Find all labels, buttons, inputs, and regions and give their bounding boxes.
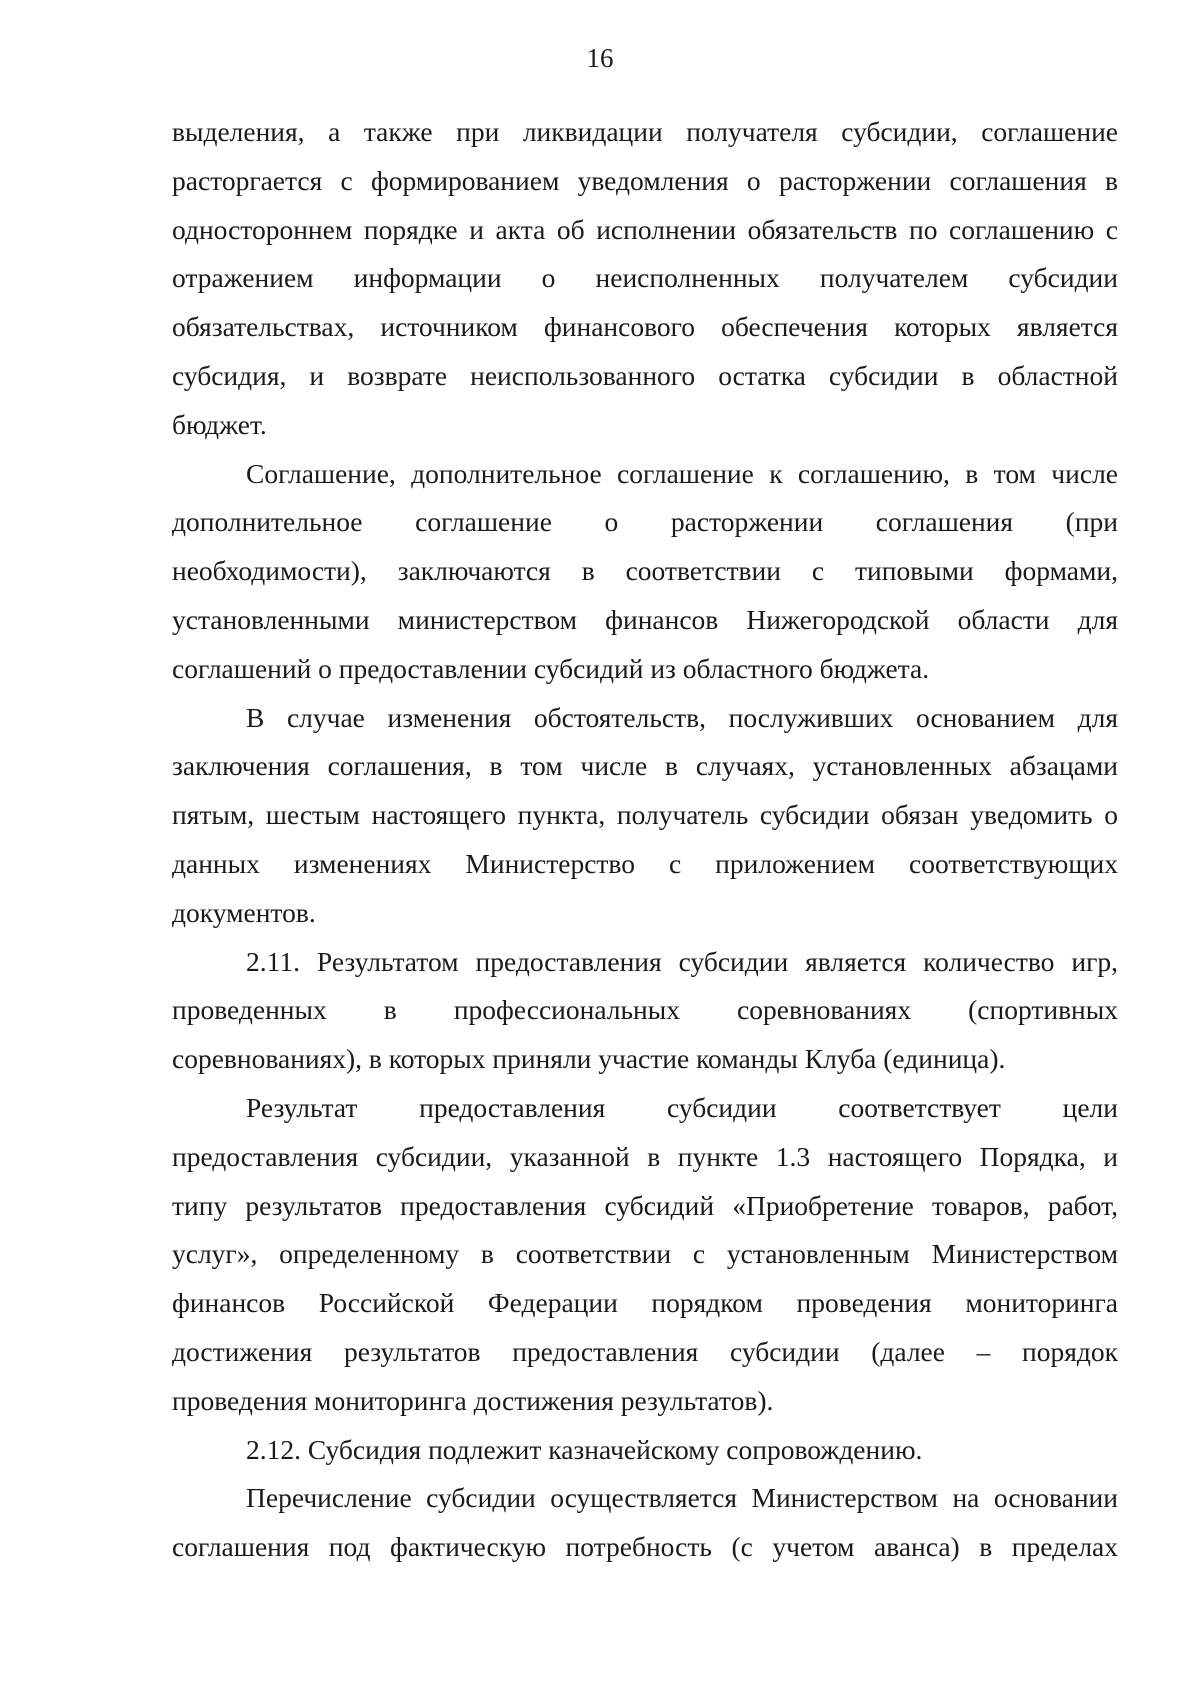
document-body	[172, 108, 1118, 1572]
text-line: предоставления субсидии, указанной в пункте 1.3 настоящего Порядка, и	[172, 1140, 1118, 1172]
text-line: бюджет.	[172, 408, 267, 440]
text-line: Соглашение, дополнительное соглашение к соглашению, в том числе	[246, 457, 1118, 489]
text-line: услуг», определенному в соответствии с установленным Министерством	[172, 1238, 1118, 1270]
text-line: данных изменениях Министерство с приложением соответствующих	[172, 847, 1118, 879]
text-line: соревнованиях), в которых приняли участие команды Клуба (единица).	[172, 1043, 1006, 1075]
text-line: 2.12. Субсидия подлежит казначейскому сопровождению.	[246, 1433, 923, 1465]
text-line: соглашения под фактическую потребность (с учетом аванса) в пределах	[172, 1531, 1118, 1563]
text-line: достижения результатов предоставления субсидии (далее – порядок	[172, 1335, 1118, 1367]
text-line: типу результатов предоставления субсидий «Приобретение товаров, работ,	[172, 1189, 1118, 1221]
text-line: соглашений о предоставлении субсидий из областного бюджета.	[172, 652, 930, 684]
page-number: 16	[586, 43, 614, 73]
text-line: Результат предоставления субсидии соответствует цели	[246, 1091, 1118, 1123]
text-line: дополнительное соглашение о расторжении соглашения (при	[172, 506, 1118, 538]
text-line: необходимости), заключаются в соответствии с типовыми формами,	[172, 555, 1118, 587]
text-line: В случае изменения обстоятельств, послуживших основанием для	[246, 701, 1118, 733]
text-line: установленными министерством финансов Нижегородской области для	[172, 603, 1118, 635]
text-line: субсидия, и возврате неиспользованного остатка субсидии в областной	[172, 359, 1118, 391]
text-line: Перечисление субсидии осуществляется Министерством на основании	[246, 1482, 1118, 1514]
text-line: пятым, шестым настоящего пункта, получатель субсидии обязан уведомить о	[172, 799, 1118, 831]
text-line: заключения соглашения, в том числе в случаях, установленных абзацами	[172, 750, 1118, 782]
text-line: проведения мониторинга достижения результатов).	[172, 1384, 774, 1416]
text-line: отражением информации о неисполненных получателем субсидии	[172, 262, 1118, 294]
text-line: проведенных в профессиональных соревнованиях (спортивных	[172, 994, 1118, 1026]
text-line: финансов Российской Федерации порядком проведения мониторинга	[172, 1287, 1118, 1319]
text-line: 2.11. Результатом предоставления субсидии является количество игр,	[246, 945, 1118, 977]
text-line: выделения, а также при ликвидации получателя субсидии, соглашение	[172, 116, 1118, 147]
text-line: обязательствах, источником финансового обеспечения которых является	[172, 311, 1118, 343]
text-line: одностороннем порядке и акта об исполнении обязательств по соглашению с	[172, 213, 1118, 245]
text-line: документов.	[172, 896, 316, 928]
text-line: расторгается с формированием уведомления о расторжении соглашения в	[172, 164, 1118, 196]
